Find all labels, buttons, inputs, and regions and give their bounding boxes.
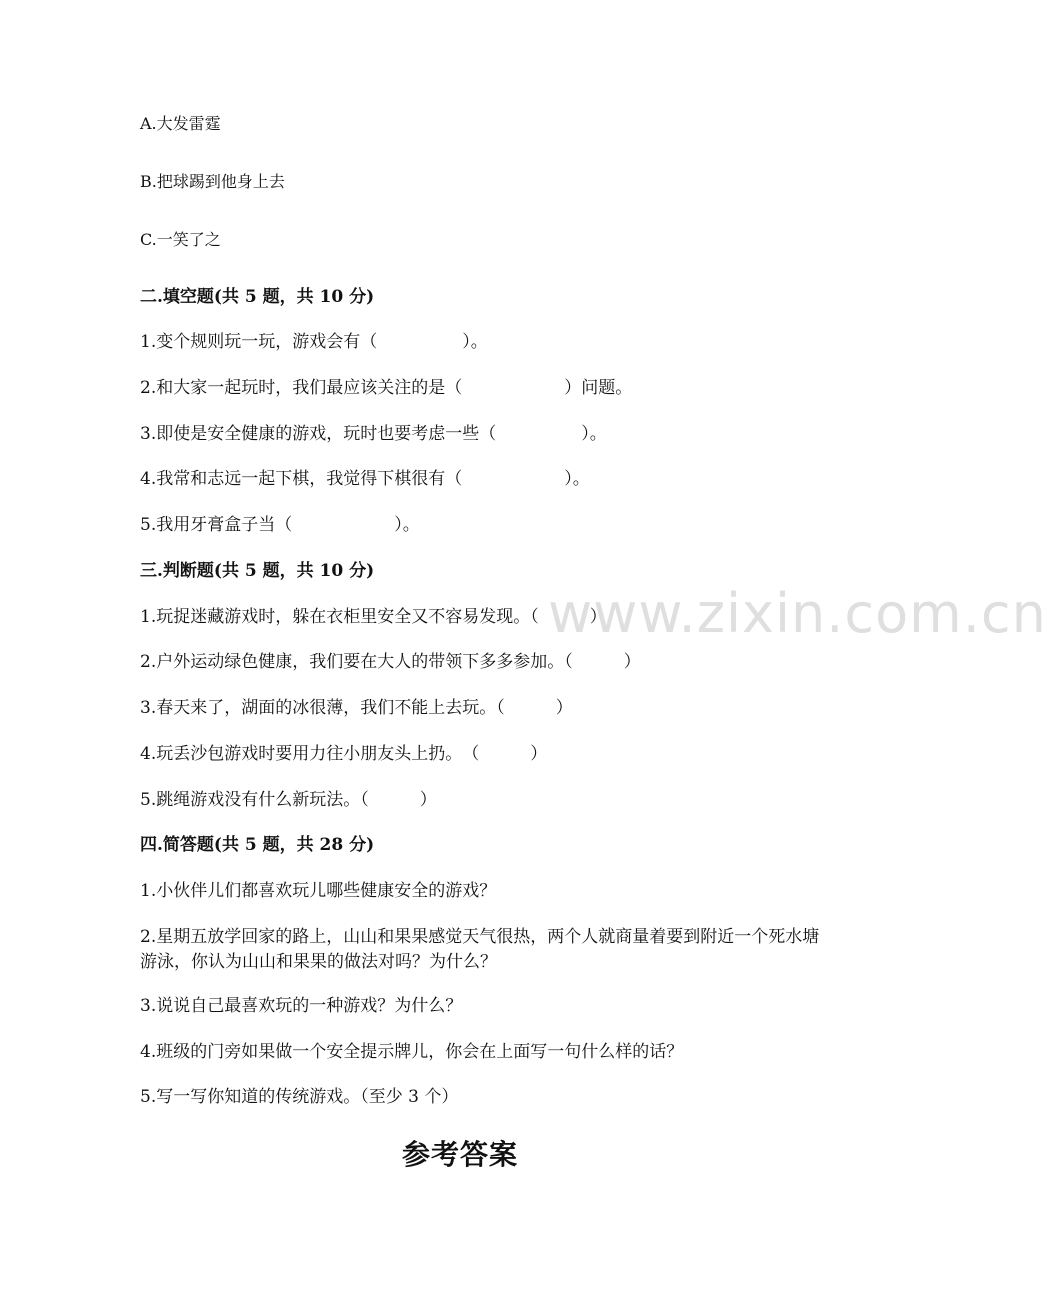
fill-blank-question-4: 4.我常和志远一起下棋，我觉得下棋很有（ ）。 (140, 469, 590, 489)
true-false-question-1: 1.玩捉迷藏游戏时，躲在衣柜里安全又不容易发现。（ ） (140, 607, 607, 627)
fill-blank-question-5: 5.我用牙膏盒子当（ ）。 (140, 515, 420, 535)
true-false-question-3: 3.春天来了，湖面的冰很薄，我们不能上去玩。（ ） (140, 698, 573, 718)
section-heading-short-answer: 四.简答题(共 5 题，共 28 分) (140, 835, 375, 855)
short-answer-question-1: 1.小伙伴儿们都喜欢玩儿哪些健康安全的游戏？ (140, 881, 497, 901)
option-b: B.把球踢到他身上去 (140, 172, 285, 191)
option-a: A.大发雷霆 (140, 114, 221, 133)
watermark: www.zixin.com.cn (548, 582, 1047, 645)
true-false-question-2: 2.户外运动绿色健康，我们要在大人的带领下多多参加。（ ） (140, 652, 641, 672)
short-answer-question-4: 4.班级的门旁如果做一个安全提示牌儿，你会在上面写一句什么样的话？ (140, 1042, 684, 1062)
short-answer-question-2: 2.星期五放学回家的路上，山山和果果感觉天气很热，两个人就商量着要到附近一个死水塘游泳，你认为山山和果果的做法对吗？为什么？ (140, 927, 820, 972)
section-heading-fill-blank: 二.填空题(共 5 题，共 10 分) (140, 287, 375, 307)
short-answer-question-3: 3.说说自己最喜欢玩的一种游戏？为什么？ (140, 996, 463, 1016)
fill-blank-question-3: 3.即使是安全健康的游戏，玩时也要考虑一些（ ）。 (140, 424, 607, 444)
fill-blank-question-1: 1.变个规则玩一玩，游戏会有（ ）。 (140, 332, 488, 352)
answer-key-title: 参考答案 (401, 1138, 518, 1171)
fill-blank-question-2: 2.和大家一起玩时，我们最应该关注的是（ ）问题。 (140, 378, 633, 398)
true-false-question-4: 4.玩丢沙包游戏时要用力往小朋友头上扔。 （ ） (140, 744, 548, 764)
section-heading-true-false: 三.判断题(共 5 题，共 10 分) (140, 561, 375, 581)
option-c: C.一笑了之 (140, 230, 221, 249)
true-false-question-5: 5.跳绳游戏没有什么新玩法。（ ） (140, 790, 437, 810)
short-answer-question-5: 5.写一写你知道的传统游戏。（至少 3 个） (140, 1087, 459, 1107)
